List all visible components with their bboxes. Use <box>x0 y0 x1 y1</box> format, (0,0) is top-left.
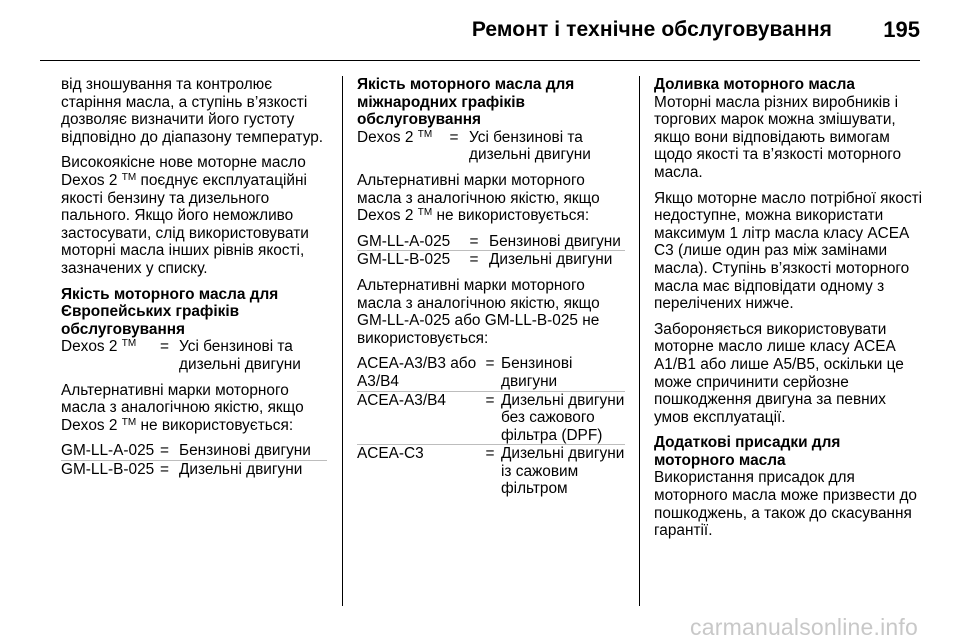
dexos-label: Dexos 2 ™ <box>357 128 433 146</box>
column-divider-right <box>639 76 640 606</box>
paragraph-alternatives-acea: Альтернативні марки моторного масла з аналогічною якістю, якщо GM-LL-A-025 або GM-LL-B-025 не використовується: <box>357 276 600 347</box>
paragraph-prohibited: Забороняється використовувати моторне масло лише класу ACEA A1/B1 або лише A5/B5, оскільки це може спричинити серйозне пошкодження двигуна за певних умов експлуатації. <box>654 320 904 426</box>
alternatives-text-b: не використовується: <box>436 207 590 225</box>
oil-spec-table <box>357 233 625 269</box>
table-row <box>357 355 625 390</box>
spec-value: Дизельні двигуни <box>489 251 613 269</box>
spec-code: GM-LL-B-025 <box>61 460 155 478</box>
dexos-value: Усі бензинові та дизельні двигуни <box>469 128 591 164</box>
paragraph-acea-c3: Якщо моторне масло потрібної якості недоступне, можна використати максимум 1 літр масла класу ACEA C3 (лише один раз між замінами масла). Ступінь в’язкості моторного масла має відповідати одному з перелічених нижче. <box>654 189 923 313</box>
spec-value: Дизельні двигуни <box>179 460 303 478</box>
table-row <box>357 444 625 498</box>
equals-sign: = <box>449 128 459 146</box>
page-header-title: Ремонт і технічне обслуговування <box>471 18 832 41</box>
paragraph-additives: Використання присадок для моторного масла може призвести до пошкоджень, а також до скасування гарантії. <box>654 469 917 540</box>
dexos-intro-text-b: поєднує експлуатаційні якості бензину та дизельного пального. Якщо його неможливо застосувати, слід використовувати моторні масла інших рівнів якості, зазначених у списку. <box>61 171 309 277</box>
column-divider-left <box>342 76 343 606</box>
spec-code: GM-LL-B-025 <box>357 251 451 269</box>
heading-additives: Додаткові присадки для моторного масла <box>654 434 841 469</box>
trademark-mark: TM <box>121 171 137 183</box>
header-rule <box>40 60 920 61</box>
acea-spec-table <box>357 355 625 498</box>
spec-value: Бензинові двигуни <box>179 442 311 460</box>
dexos-spec-row <box>357 129 625 164</box>
equals-sign: = <box>160 460 169 478</box>
dexos-value: Усі бензинові та дизельні двигуни <box>179 338 301 373</box>
column-2 <box>357 76 625 506</box>
page-number: 195 <box>883 17 920 42</box>
table-row <box>357 233 625 251</box>
column-3 <box>654 76 924 548</box>
spec-code: ACEA-A3/B3 або A3/B4 <box>357 355 477 390</box>
paragraph-mixing: Моторні масла різних виробників і торгових марок можна змішувати, якщо вони відповідають вимогам щодо якості та в’язкості моторного масла. <box>654 93 902 181</box>
dexos-label: Dexos 2 ™ <box>61 338 137 356</box>
paragraph-alternatives <box>357 172 625 225</box>
paragraph-viscosity: від зношування та контролює старіння масла, а ступінь в’язкості дозволяє визначити його густоту відповідно до діапазону температур. <box>61 76 324 146</box>
equals-sign: = <box>485 355 495 373</box>
table-row <box>61 460 327 479</box>
spec-value: Бензинові двигуни <box>489 232 621 250</box>
heading-european-schedules: Якість моторного масла для Європейських графіків обслуговування <box>61 285 279 338</box>
heading-international-schedules: Якість моторного масла для міжнародних графіків обслуговування <box>357 76 575 129</box>
dexos-spec-row <box>61 338 327 373</box>
alternatives-text-a: Альтернативні марки моторного масла з аналогічною якістю, якщо Dexos 2 <box>357 171 600 225</box>
table-row <box>357 250 625 269</box>
paragraph-alternatives <box>61 382 327 435</box>
spec-code: ACEA-C3 <box>357 445 424 463</box>
spec-code: GM-LL-A-025 <box>357 232 451 250</box>
alternatives-text-b: не використовується: <box>140 416 294 434</box>
watermark-text: carmanualsonline.info <box>690 614 918 640</box>
trademark-mark: TM <box>417 207 433 219</box>
trademark-mark: TM <box>121 416 137 428</box>
oil-spec-table <box>61 442 327 478</box>
spec-value: Дизельні двигуни без сажового фільтра (DPF) <box>501 391 625 444</box>
table-row <box>61 442 327 460</box>
paragraph-dexos-intro <box>61 154 327 277</box>
column-1 <box>61 76 327 486</box>
equals-sign: = <box>485 391 495 409</box>
alternatives-text-a: Альтернативні марки моторного масла з аналогічною якістю, якщо Dexos 2 <box>61 381 304 434</box>
equals-sign: = <box>160 442 169 460</box>
heading-topping-up: Доливка моторного масла <box>654 76 855 93</box>
table-row <box>357 391 625 445</box>
equals-sign: = <box>485 445 495 463</box>
equals-sign: = <box>469 251 479 269</box>
equals-sign: = <box>469 232 479 250</box>
equals-sign: = <box>160 338 169 356</box>
dexos-intro-text-a: Високоякісне нове моторне масло Dexos 2 <box>61 154 306 189</box>
spec-code: GM-LL-A-025 <box>61 442 155 460</box>
spec-value: Дизельні двигуни із сажовим фільтром <box>501 445 625 498</box>
spec-value: Бензинові двигуни <box>501 355 573 390</box>
spec-code: ACEA-A3/B4 <box>357 391 446 409</box>
